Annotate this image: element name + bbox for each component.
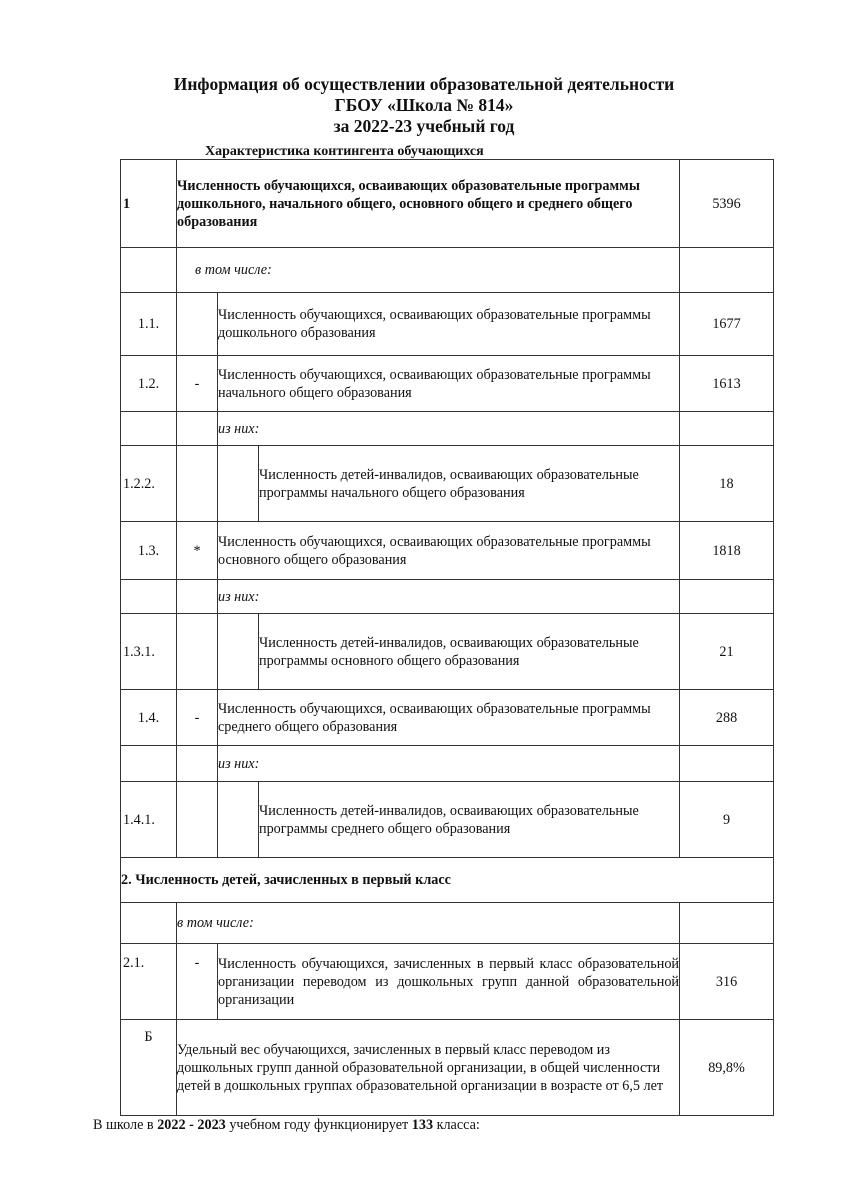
footer-middle: учебном году функционирует xyxy=(225,1117,412,1133)
row-text: Численность обучающихся, осваивающих образовательные программы дошкольного, начального общего, основного общего и среднего общего образования xyxy=(177,160,680,248)
table-row xyxy=(121,293,774,356)
table-row xyxy=(121,580,774,614)
table-row xyxy=(121,690,774,746)
section-heading: 2. Численность детей, зачисленных в первый класс xyxy=(121,858,774,903)
table-row xyxy=(121,903,774,944)
title-line-3: за 2022-23 учебный год xyxy=(333,116,515,136)
table-row xyxy=(121,248,774,293)
title-line-1: Информация об осуществлении образовательной деятельности xyxy=(173,74,675,94)
table-row xyxy=(121,412,774,446)
row-number: 1.2. xyxy=(121,356,177,412)
footer-text xyxy=(93,1116,480,1134)
table-row xyxy=(121,160,774,248)
row-mark: * xyxy=(177,522,218,580)
empty-cell xyxy=(121,412,177,446)
table-row xyxy=(121,858,774,903)
empty-cell xyxy=(680,903,774,944)
row-text: Численность обучающихся, осваивающих образовательные программы начального общего образования xyxy=(218,356,680,412)
footer-years: 2022 - 2023 xyxy=(157,1117,226,1133)
empty-cell xyxy=(121,248,177,293)
row-number: 2.1. xyxy=(121,944,177,1020)
empty-cell xyxy=(680,412,774,446)
row-text: Численность обучающихся, осваивающих образовательные программы основного общего образования xyxy=(218,522,680,580)
row-number: 1.1. xyxy=(121,293,177,356)
row-value: 89,8% xyxy=(680,1020,774,1116)
empty-cell xyxy=(177,746,218,782)
table-row xyxy=(121,944,774,1020)
empty-cell xyxy=(177,614,218,690)
empty-cell xyxy=(121,903,177,944)
row-text: в том числе: xyxy=(177,248,680,293)
empty-cell xyxy=(121,580,177,614)
table-row xyxy=(121,782,774,858)
row-value: 9 xyxy=(680,782,774,858)
empty-cell xyxy=(218,446,259,522)
table-row xyxy=(121,356,774,412)
table-row xyxy=(121,614,774,690)
footer-suffix: класса: xyxy=(433,1117,480,1133)
row-text: Удельный вес обучающихся, зачисленных в первый класс переводом из дошкольных групп данной образовательной организации, в общей численности детей в дошкольных группах образовательной организации в возрасте от 6,5 лет xyxy=(177,1020,680,1116)
row-mark: - xyxy=(177,944,218,1020)
row-value: 5396 xyxy=(680,160,774,248)
row-number: Б xyxy=(121,1020,177,1116)
empty-cell xyxy=(680,580,774,614)
row-number: 1 xyxy=(121,160,177,248)
row-text: в том числе: xyxy=(177,903,680,944)
table-row xyxy=(121,1020,774,1116)
empty-cell xyxy=(680,746,774,782)
row-value: 316 xyxy=(680,944,774,1020)
empty-cell xyxy=(218,614,259,690)
row-text: Численность обучающихся, осваивающих образовательные программы среднего общего образования xyxy=(218,690,680,746)
empty-cell xyxy=(177,446,218,522)
table-row xyxy=(121,746,774,782)
row-text: Численность обучающихся, зачисленных в первый класс образовательной организации переводом из дошкольных групп данной образовательной организации xyxy=(218,944,680,1020)
row-number: 1.4.1. xyxy=(121,782,177,858)
empty-cell xyxy=(177,580,218,614)
row-value: 288 xyxy=(680,690,774,746)
row-value: 21 xyxy=(680,614,774,690)
row-text: Численность детей-инвалидов, осваивающих образовательные программы начального общего образования xyxy=(259,446,680,522)
row-value: 1613 xyxy=(680,356,774,412)
row-value: 1677 xyxy=(680,293,774,356)
table-subtitle: Характеристика контингента обучающихся xyxy=(205,144,484,159)
empty-cell xyxy=(177,412,218,446)
row-mark: - xyxy=(177,690,218,746)
row-text: из них: xyxy=(218,580,680,614)
row-value: 18 xyxy=(680,446,774,522)
row-text: из них: xyxy=(218,412,680,446)
row-text: Численность детей-инвалидов, осваивающих образовательные программы основного общего образования xyxy=(259,614,680,690)
contingent-table xyxy=(120,159,774,1116)
empty-cell xyxy=(218,782,259,858)
row-mark xyxy=(177,293,218,356)
footer-count: 133 xyxy=(411,1117,434,1133)
row-number: 1.4. xyxy=(121,690,177,746)
row-text: Численность обучающихся, осваивающих образовательные программы дошкольного образования xyxy=(218,293,680,356)
row-value: 1818 xyxy=(680,522,774,580)
empty-cell xyxy=(680,248,774,293)
row-text: из них: xyxy=(218,746,680,782)
document-title xyxy=(0,74,848,137)
row-mark: - xyxy=(177,356,218,412)
footer-prefix: В школе в xyxy=(93,1117,158,1133)
row-text: Численность детей-инвалидов, осваивающих образовательные программы среднего общего образования xyxy=(259,782,680,858)
table-row xyxy=(121,522,774,580)
empty-cell xyxy=(121,746,177,782)
row-number: 1.3.1. xyxy=(121,614,177,690)
table-row xyxy=(121,446,774,522)
empty-cell xyxy=(177,782,218,858)
row-number: 1.2.2. xyxy=(121,446,177,522)
title-line-2: ГБОУ «Школа № 814» xyxy=(334,95,514,115)
row-number: 1.3. xyxy=(121,522,177,580)
